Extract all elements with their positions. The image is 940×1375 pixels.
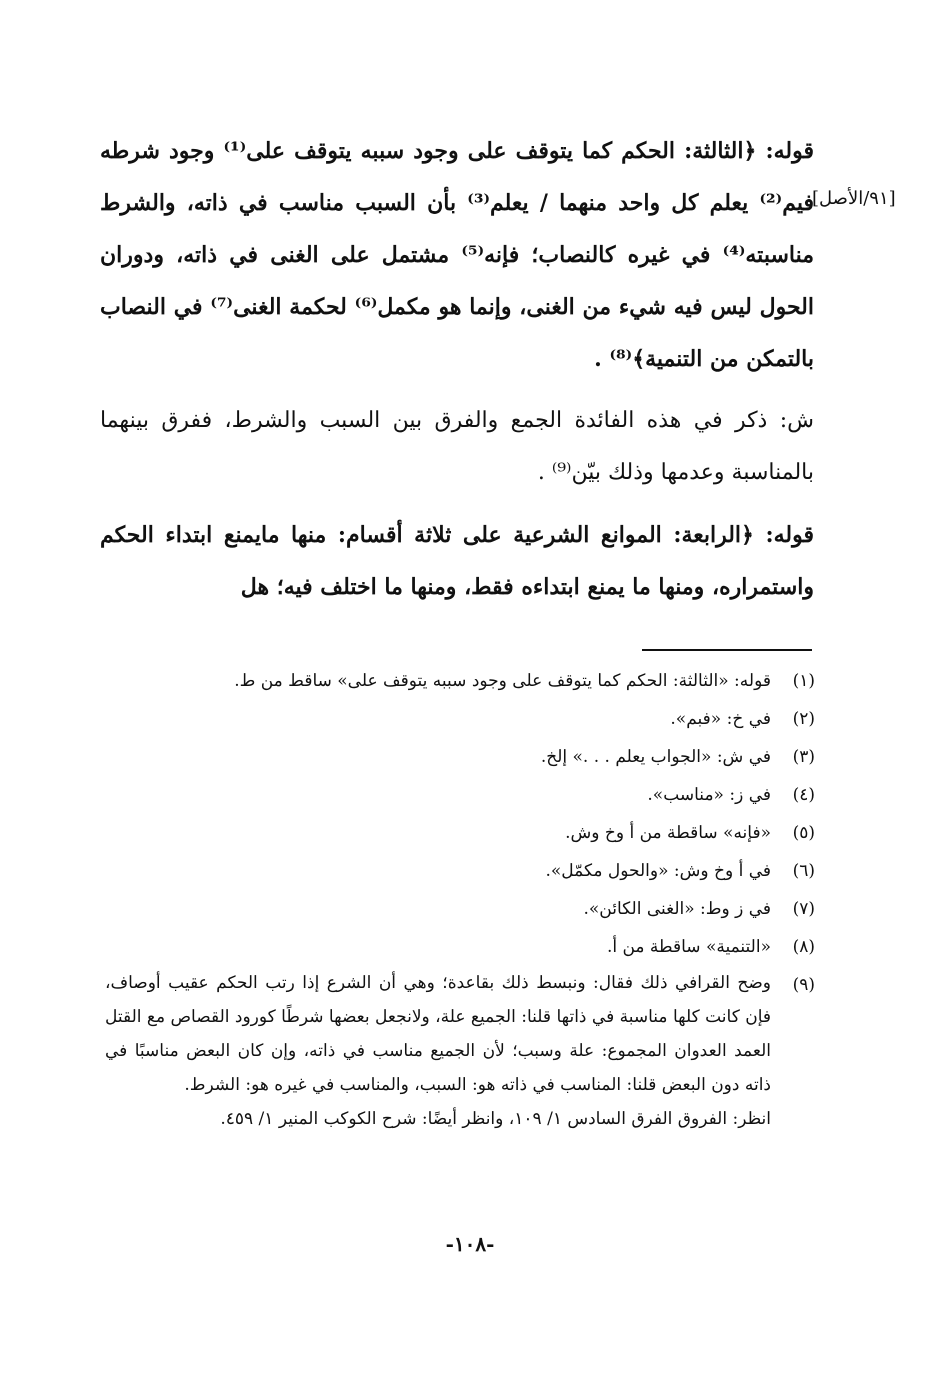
- footnote-item: [105, 738, 815, 776]
- footnote-source-reference: انظر: الفروق الفرق السادس ١/ ١٠٩، وانظر أيضًا: شرح الكوكب المنير ١/ ٤٥٩.: [220, 1109, 771, 1129]
- footnote-number: (٤): [792, 785, 815, 805]
- footnote-text: قوله: «الثالثة: الحكم كما يتوقف على وجود سببه يتوقف على» ساقط من ط.: [234, 671, 771, 691]
- footnote-item: [105, 928, 815, 966]
- paragraph-fourth-rule: قوله: ﴿الرابعة: الموانع الشرعية على ثلاثة أقسام: منها مايمنع ابتداء الحكم واستمراره، ومنها ما يمنع ابتداءه فقط، ومنها ما اختلف فيه؛ هل: [100, 522, 814, 600]
- footnote-item: [105, 890, 815, 928]
- footnote-divider: [642, 649, 812, 651]
- footnote-item: [105, 966, 815, 1102]
- paragraph-commentary: ش: ذكر في هذه الفائدة الجمع والفرق بين السبب والشرط، ففرق بينهما بالمناسبة وعدمها وذلك بيّن⁽⁹⁾ .: [100, 408, 814, 485]
- footnote-text: في ز وط: «الغنى الكائن».: [583, 899, 771, 919]
- page-number: -١٠٨-: [445, 1232, 495, 1256]
- footnote-item: [105, 700, 815, 738]
- footnote-text: «التنمية» ساقطة من أ.: [606, 937, 771, 957]
- main-text: [100, 125, 814, 613]
- footnote-item: [105, 662, 815, 700]
- footnote-text: في ز: «مناسب».: [647, 785, 771, 805]
- footnote-text: وضح القرافي ذلك فقال: ونبسط ذلك بقاعدة؛ وهي أن الشرع إذا رتب الحكم عقيب أوصاف، فإن كانت كلها مناسبة في ذاتها قلنا: الجميع علة، ولانجعل بعضها شرطًا كورود القصاص مع القتل العمد العدوان المجموع: علة وسبب؛ لأن الجميع مناسب في ذاته، وإن كان البعض مناسبًا في ذاته دون البعض قلنا: المناسب في ذاته هو: السبب، والمناسب في غيره هو: الشرط.: [105, 973, 771, 1095]
- footnote-number: (١): [792, 671, 815, 691]
- footnote-number: (٣): [792, 747, 815, 767]
- footnote-number: (٢): [792, 709, 815, 729]
- footnote-item: [105, 852, 815, 890]
- footnote-number: (٨): [792, 937, 815, 957]
- margin-reference: [٩١/الأصل]: [812, 188, 896, 209]
- footnote-number: (٦): [792, 861, 815, 881]
- footnotes: [105, 662, 815, 1136]
- footnote-item: [105, 814, 815, 852]
- footnote-item: [105, 776, 815, 814]
- footnote-text: في خ: «فبم».: [670, 709, 771, 729]
- footnote-number: (٥): [792, 823, 815, 843]
- footnote-number: (٩): [792, 975, 815, 995]
- footnote-number: (٧): [792, 899, 815, 919]
- footnote-text: في أ وخ وش: «والحول مكمّل».: [545, 861, 771, 881]
- footnote-text: في ش: «الجواب يعلم . . .» إلخ.: [540, 747, 771, 767]
- footnote-text: «فإنه» ساقطة من أ وخ وش.: [565, 823, 771, 843]
- paragraph-third-rule: قوله: ﴿الثالثة: الحكم كما يتوقف على وجود سببه يتوقف على⁽¹⁾ وجود شرطه فيم⁽²⁾ يعلم كل واحد منهما / يعلم⁽³⁾ بأن السبب مناسب في ذاته، والشرط مناسبته⁽⁴⁾ في غيره كالنصاب؛ فإنه⁽⁵⁾ مشتمل على الغنى في ذاته، ودوران الحول ليس فيه شيء من الغنى، وإنما هو مكمل⁽⁶⁾ لحكمة الغنى⁽⁷⁾ في النصاب بالتمكن من التنمية﴾⁽⁸⁾ .: [100, 138, 815, 372]
